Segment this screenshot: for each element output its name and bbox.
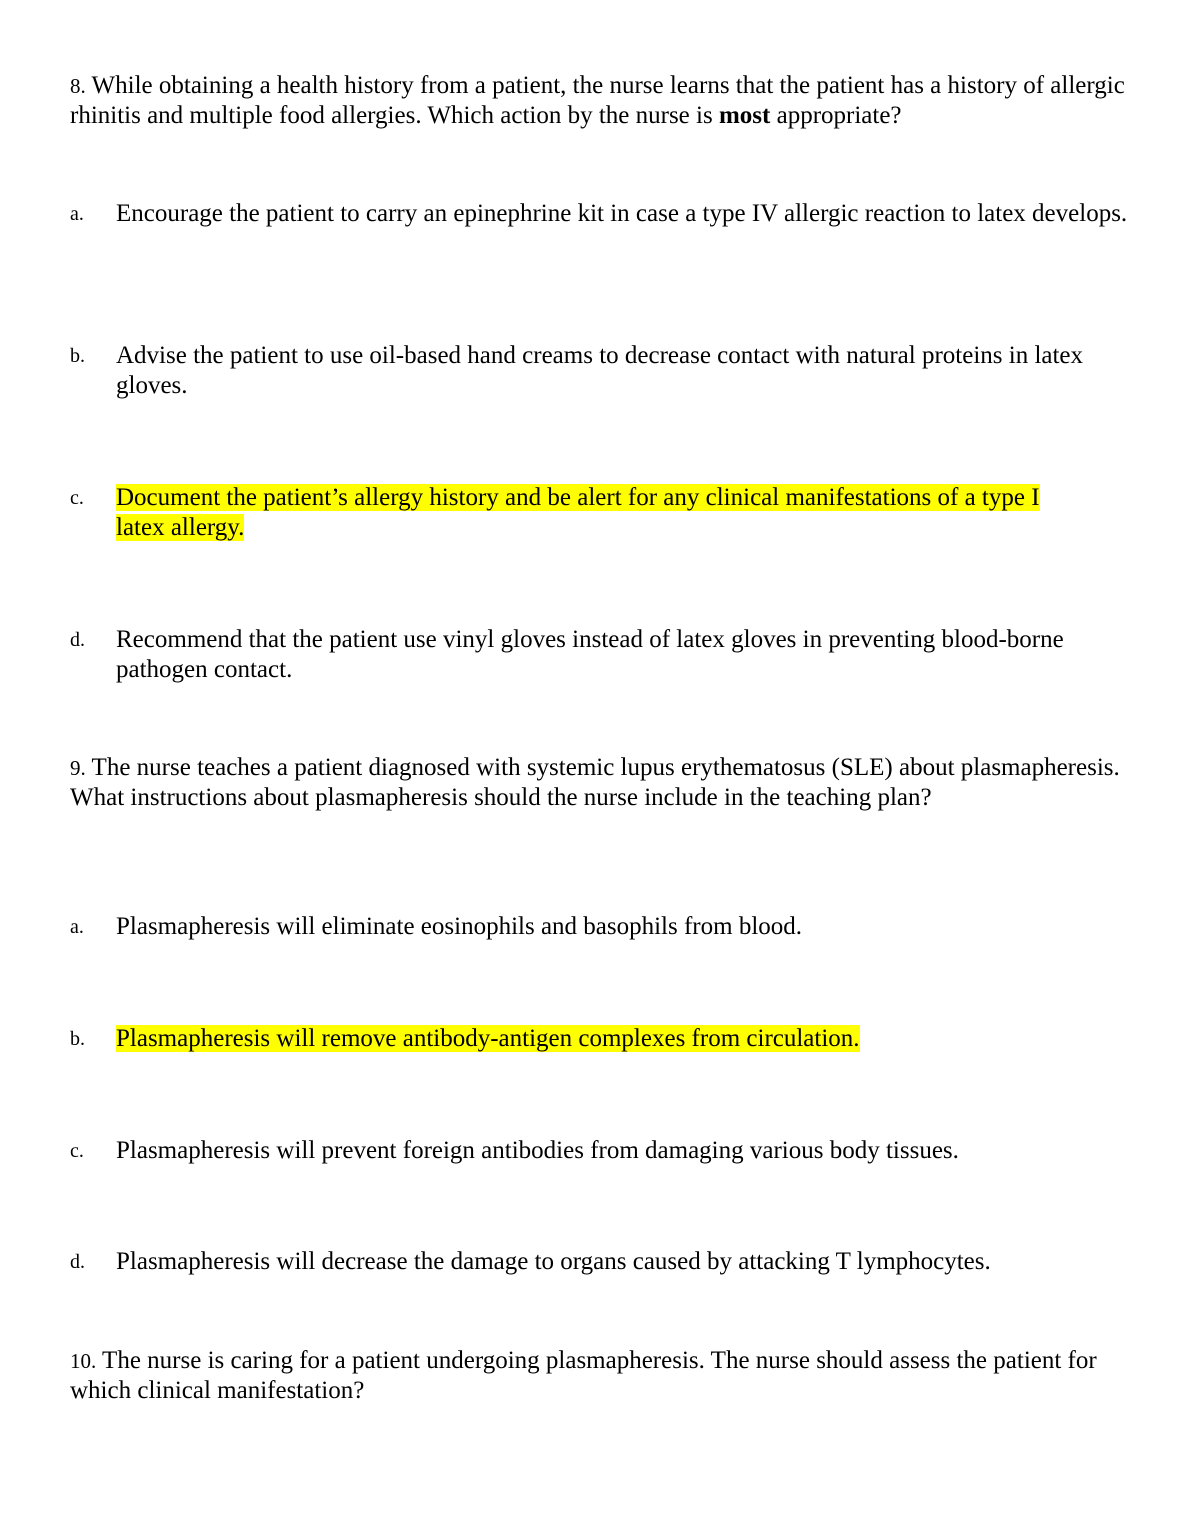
stem-emphasis: most bbox=[718, 102, 771, 129]
option-letter: a. bbox=[70, 203, 84, 225]
option-text-highlighted bbox=[116, 1024, 1136, 1054]
option-text: Encourage the patient to carry an epinephrine kit in case a type IV allergic reaction to latex develops. bbox=[116, 200, 1128, 227]
option-text: Recommend that the patient use vinyl gloves instead of latex gloves in preventing blood-borne pathogen contact. bbox=[116, 626, 1064, 683]
option-text: Plasmapheresis will eliminate eosinophils and basophils from blood. bbox=[116, 913, 803, 940]
stem-text: The nurse teaches a patient diagnosed with systemic lupus erythematosus (SLE) about plasmapheresis. What instructions about plasmapheresis should the nurse include in the teaching plan? bbox=[70, 754, 1120, 811]
highlight-text: Plasmapheresis will remove antibody-antigen complexes from circulation. bbox=[116, 1025, 860, 1052]
stem-text-end: appropriate? bbox=[770, 102, 902, 129]
highlight-line-1: Document the patient’s allergy history and be alert for any clinical manifestations of a type I bbox=[116, 484, 1040, 511]
option-letter: d. bbox=[70, 629, 85, 651]
option-text: Advise the patient to use oil-based hand creams to decrease contact with natural proteins in latex gloves. bbox=[116, 342, 1084, 399]
stem-text: The nurse is caring for a patient undergoing plasmapheresis. The nurse should assess the patient for which clinical manifestation? bbox=[70, 1347, 1097, 1404]
option-letter: b. bbox=[70, 1028, 85, 1050]
question-8-stem bbox=[70, 71, 1130, 131]
option-letter: a. bbox=[70, 916, 84, 938]
question-number: 9. bbox=[70, 756, 86, 780]
option-text: Plasmapheresis will prevent foreign antibodies from damaging various body tissues. bbox=[116, 1137, 959, 1164]
question-number: 10. bbox=[70, 1349, 97, 1373]
question-9-stem bbox=[70, 753, 1130, 813]
question-number: 8. bbox=[70, 74, 86, 98]
option-letter: c. bbox=[70, 487, 84, 509]
option-text-highlighted bbox=[116, 483, 1136, 543]
highlight-line-2: latex allergy. bbox=[116, 514, 245, 541]
question-10-stem bbox=[70, 1346, 1130, 1406]
option-letter: d. bbox=[70, 1251, 85, 1273]
stem-text: While obtaining a health history from a patient, the nurse learns that the patient has a history of allergic rhinitis and multiple food allergies. Which action by the nurse is bbox=[70, 72, 1125, 129]
option-letter: c. bbox=[70, 1140, 84, 1162]
option-text: Plasmapheresis will decrease the damage to organs caused by attacking T lymphocytes. bbox=[116, 1248, 991, 1275]
option-letter: b. bbox=[70, 345, 85, 367]
